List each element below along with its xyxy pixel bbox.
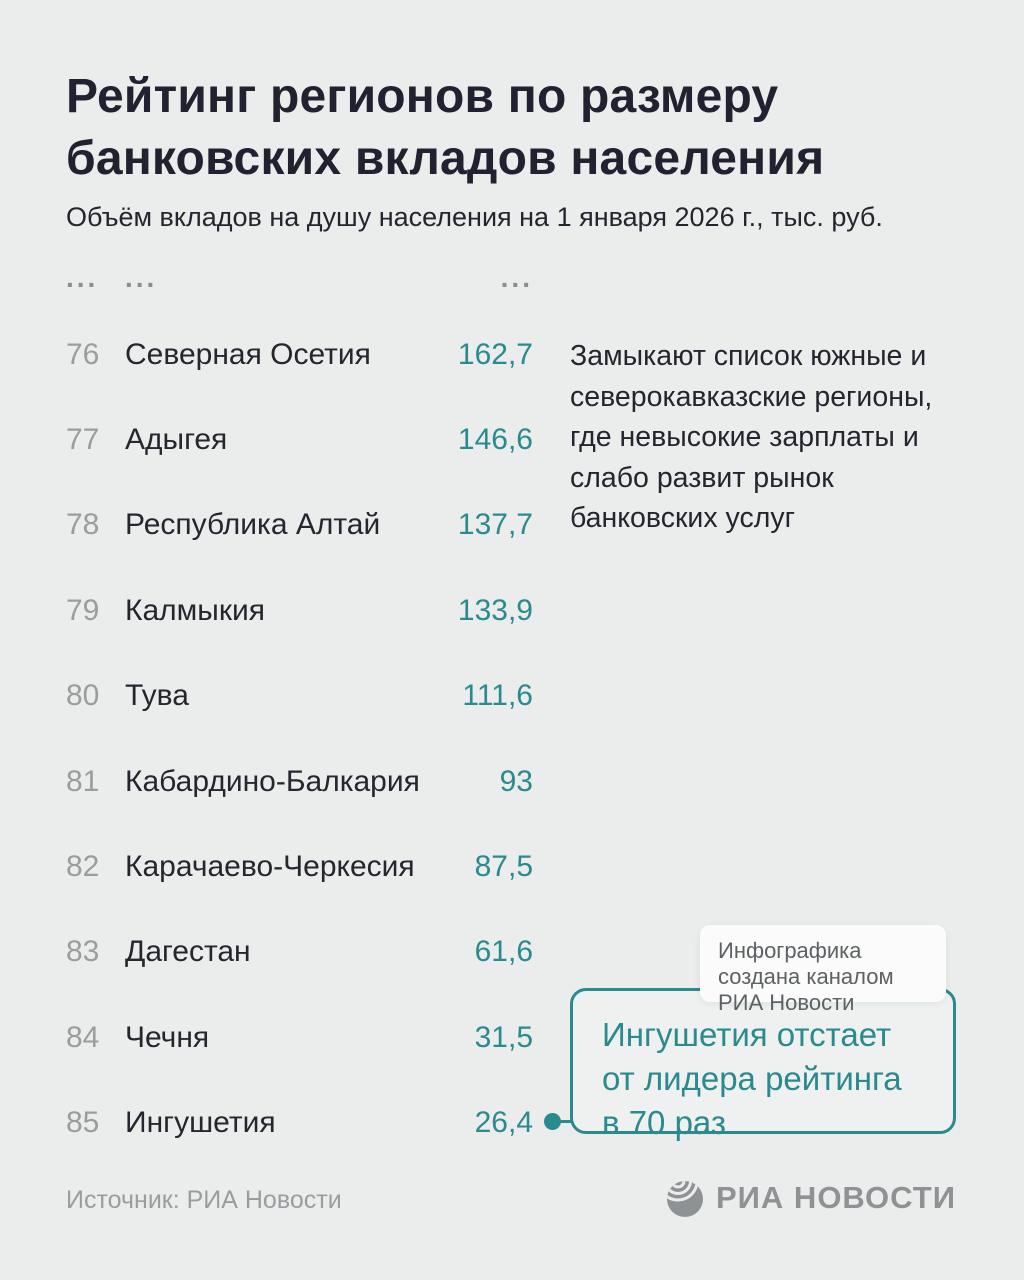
table-row: [66, 1081, 533, 1166]
row-rank: 77: [66, 423, 100, 457]
row-region: Республика Алтай: [125, 508, 381, 542]
row-value: 93: [499, 764, 533, 798]
row-region: Чечня: [125, 1020, 210, 1054]
row-rank: 81: [66, 764, 100, 798]
row-value: 111,6: [462, 679, 533, 713]
ranking-table: [66, 312, 533, 1166]
credit-tooltip: [700, 925, 946, 1015]
callout-connector-dot: [544, 1113, 561, 1130]
row-region: Адыгея: [125, 423, 228, 457]
table-row: [66, 568, 533, 653]
row-rank: 79: [66, 593, 100, 627]
source-label: Источник: РИА Новости: [66, 1186, 342, 1214]
row-region: Калмыкия: [125, 593, 265, 627]
row-value: 31,5: [474, 1020, 533, 1054]
row-rank: 78: [66, 508, 100, 542]
table-row: [66, 654, 533, 739]
row-rank: 80: [66, 679, 100, 713]
row-rank: 76: [66, 337, 100, 371]
table-row: [66, 910, 533, 995]
table-ellipsis-row: [66, 262, 533, 294]
row-value: 87,5: [474, 850, 533, 884]
ria-globe-icon: [665, 1178, 705, 1218]
row-region: Тува: [125, 679, 189, 713]
row-value: 26,4: [474, 1106, 533, 1140]
table-row: [66, 739, 533, 824]
row-value: 146,6: [457, 423, 533, 457]
table-row: [66, 995, 533, 1080]
table-row: [66, 824, 533, 909]
ria-novosti-logo: [665, 1178, 956, 1218]
row-region: Северная Осетия: [125, 337, 371, 371]
callout-text: Ингушетия отстает от лидера рейтинга в 70 раз: [602, 1016, 902, 1141]
table-row: [66, 483, 533, 568]
row-value: 133,9: [457, 593, 533, 627]
page-title: Рейтинг регионов по размеру банковских вкладов населения: [66, 70, 825, 185]
table-row: [66, 397, 533, 482]
row-region: Дагестан: [125, 935, 251, 969]
ellipsis-value: ...: [500, 262, 533, 293]
table-row: [66, 312, 533, 397]
row-rank: 85: [66, 1106, 100, 1140]
row-value: 162,7: [457, 337, 533, 371]
page-subtitle: Объём вкладов на душу населения на 1 января 2026 г., тыс. руб.: [66, 202, 883, 232]
row-rank: 84: [66, 1020, 100, 1054]
credit-tooltip-text: Инфографика создана каналом РИА Новости: [718, 938, 894, 1015]
ellipsis-rank: ...: [66, 262, 99, 293]
annotation-text: Замыкают список южные и северокавказские регионы, где невысокие зарплаты и слабо развит рынок банковских услуг: [570, 340, 933, 534]
row-value: 137,7: [457, 508, 533, 542]
row-rank: 83: [66, 935, 100, 969]
row-value: 61,6: [474, 935, 533, 969]
row-region: Кабардино-Балкария: [125, 764, 420, 798]
row-region: Карачаево-Черкесия: [125, 850, 415, 884]
ria-logo-text: РИА НОВОСТИ: [715, 1180, 956, 1215]
row-rank: 82: [66, 850, 100, 884]
ellipsis-region: ...: [125, 262, 158, 293]
row-region: Ингушетия: [125, 1106, 276, 1140]
